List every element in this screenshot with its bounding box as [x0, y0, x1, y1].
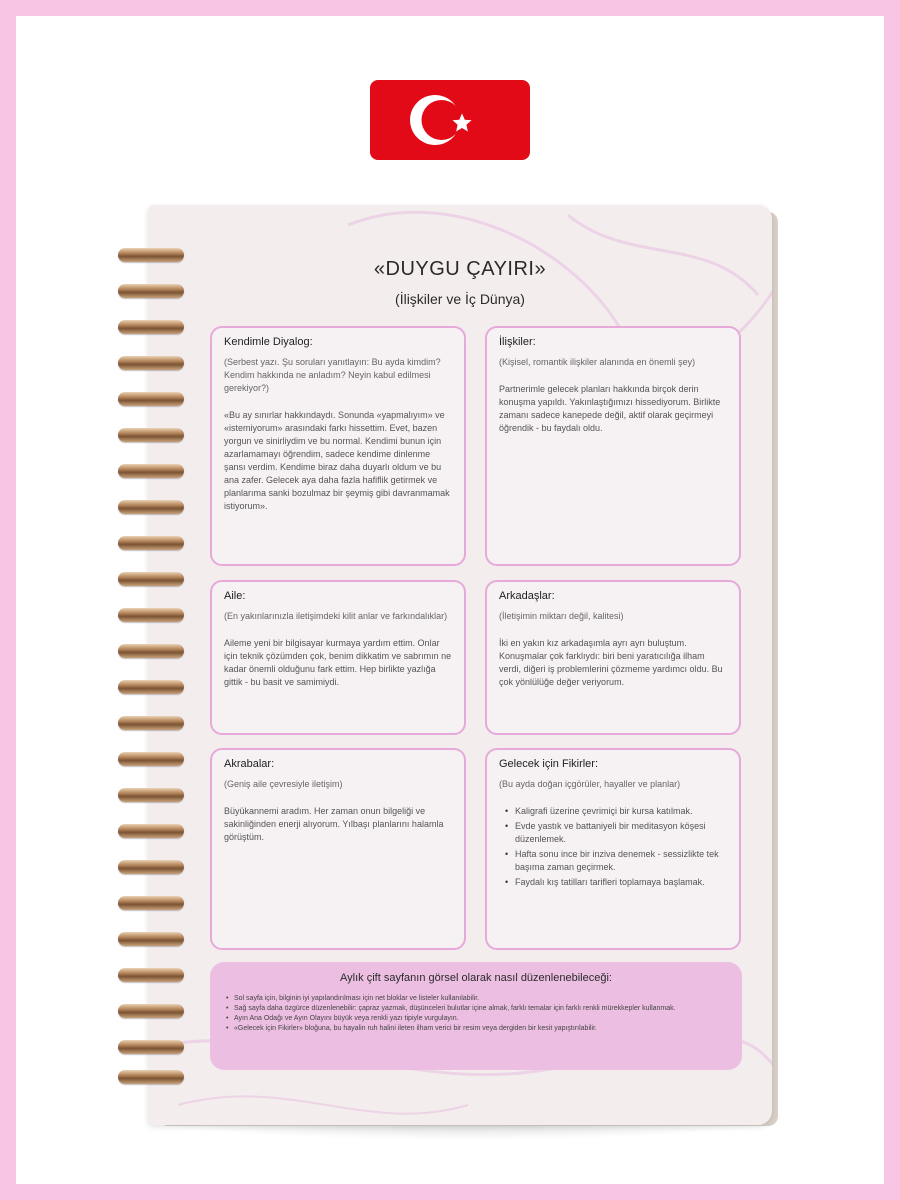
- ideas-list: [505, 805, 727, 889]
- tips-panel: [210, 962, 742, 1070]
- section-relationships: [485, 326, 741, 566]
- section-hint: (En yakınlarınızla iletişimdeki kilit anlar ve farkındalıklar): [224, 611, 448, 621]
- list-item: • Kaligrafi üzerine çevrimiçi bir kursa katılmak.: [505, 805, 727, 818]
- section-hint: (Kişisel, romantik ilişkiler alanında en önemli şey): [499, 357, 696, 367]
- section-hint: (İletişimin miktarı değil, kalitesi): [499, 611, 624, 621]
- section-body: Aileme yeni bir bilgisayar kurmaya yardım ettim. Onlar için teknik çözümden çok, benim dikkatim ve sabrımın ne kadar önemli olduğunu fark ettim. Hep birlikte yazlığa gittik - bu basit ve samimiydi.: [224, 638, 452, 687]
- section-title: Aile:: [224, 590, 246, 602]
- section-body: «Bu ay sınırlar hakkındaydı. Sonunda «yapmalıyım» ve «istemiyorum» arasındaki farkı hissettim. Evet, bazen yorgun ve sinirliydim ve bu normal. Kendimi bunun için azarlamamayı öğrendim, sadece kendime dinlenme şansı verdim. Kendime biraz daha duyarlı oldum ve bu ana zafer. Gelecek aya daha fazla hafiflik getirmek ve planlarıma sanki bozulmaz bir şeymiş gibi davranmamak istiyorum».: [224, 410, 450, 511]
- section-body: Büyükannemi aradım. Her zaman onun bilgeliği ve sakinliğinden enerji alıyorum. Yılbaşı planlarını halamla görüştüm.: [224, 806, 444, 842]
- list-item: • Ayın Ana Odağı ve Ayın Olayını büyük veya renkli yazı tipiyle vurgulayın.: [226, 1014, 726, 1024]
- section-title: İlişkiler:: [499, 336, 536, 348]
- section-family: [210, 580, 466, 735]
- section-body: İki en yakın kız arkadaşımla ayrı ayrı buluştum. Konuşmalar çok farklıydı: biri beni yaratıcılığa ilham verdi, diğeri iş problemlerini çözmeme yardımcı oldu. Bu çok yönlülüğe değer veriyorum.: [499, 638, 723, 687]
- list-item: • Hafta sonu ince bir inziva denemek - sessizlikte tek başıma zaman geçirmek.: [505, 848, 727, 874]
- list-item: • Sol sayfa için, bilginin iyi yapılandırılması için net bloklar ve listeler kullanılabilir.: [226, 994, 726, 1004]
- section-friends: [485, 580, 741, 735]
- section-title: Gelecek için Fikirler:: [499, 758, 599, 770]
- list-item: • «Gelecek için Fikirler» bloğuna, bu hayalin ruh halini ileten ilham verici bir resim veya dergiden bir kesit yapıştırılabilir.: [226, 1024, 726, 1034]
- section-hint: (Bu ayda doğan içgörüler, hayaller ve planlar): [499, 779, 681, 789]
- list-item: • Faydalı kış tatilları tarifleri toplamaya başlamak.: [505, 876, 727, 889]
- section-title: Arkadaşlar:: [499, 590, 555, 602]
- section-title: Akrabalar:: [224, 758, 275, 770]
- section-future-ideas: [485, 748, 741, 950]
- tips-title: Aylık çift sayfanın görsel olarak nasıl düzenlenebileceği:: [340, 972, 612, 984]
- section-hint: (Serbest yazı. Şu soruları yanıtlayın: Bu ayda kimdim? Kendim hakkında ne anladım? Neyin kabul edilmesi gerekiyor?): [224, 357, 441, 393]
- spiral-binding: [118, 248, 188, 1088]
- section-title: Kendimle Diyalog:: [224, 336, 313, 348]
- section-relatives: [210, 748, 466, 950]
- page-subtitle: (İlişkiler ve İç Dünya): [395, 291, 525, 307]
- page-title: «DUYGU ÇAYIRI»: [373, 258, 547, 280]
- section-self-dialog: [210, 326, 466, 566]
- section-body: Partnerimle gelecek planları hakkında birçok derin konuşma yapıldı. Yakınlaştığımızı hissediyorum. Birlikte zamanı sadece kanepede değil, aktif olarak geçirmeyi öğrendik - bu faydalı oldu.: [499, 384, 721, 433]
- section-hint: (Geniş aile çevresiyle iletişim): [224, 779, 343, 789]
- turkey-flag-icon: [370, 80, 530, 160]
- list-item: • Evde yastık ve battaniyeli bir meditasyon köşesi düzenlemek.: [505, 820, 727, 846]
- list-item: • Sağ sayfa daha özgürce düzenlenebilir: çapraz yazmak, düşünceleri bulutlar içine almak, farklı temalar için farklı renkli mürekkepler kullanmak.: [226, 1004, 726, 1014]
- tips-list: [226, 994, 726, 1034]
